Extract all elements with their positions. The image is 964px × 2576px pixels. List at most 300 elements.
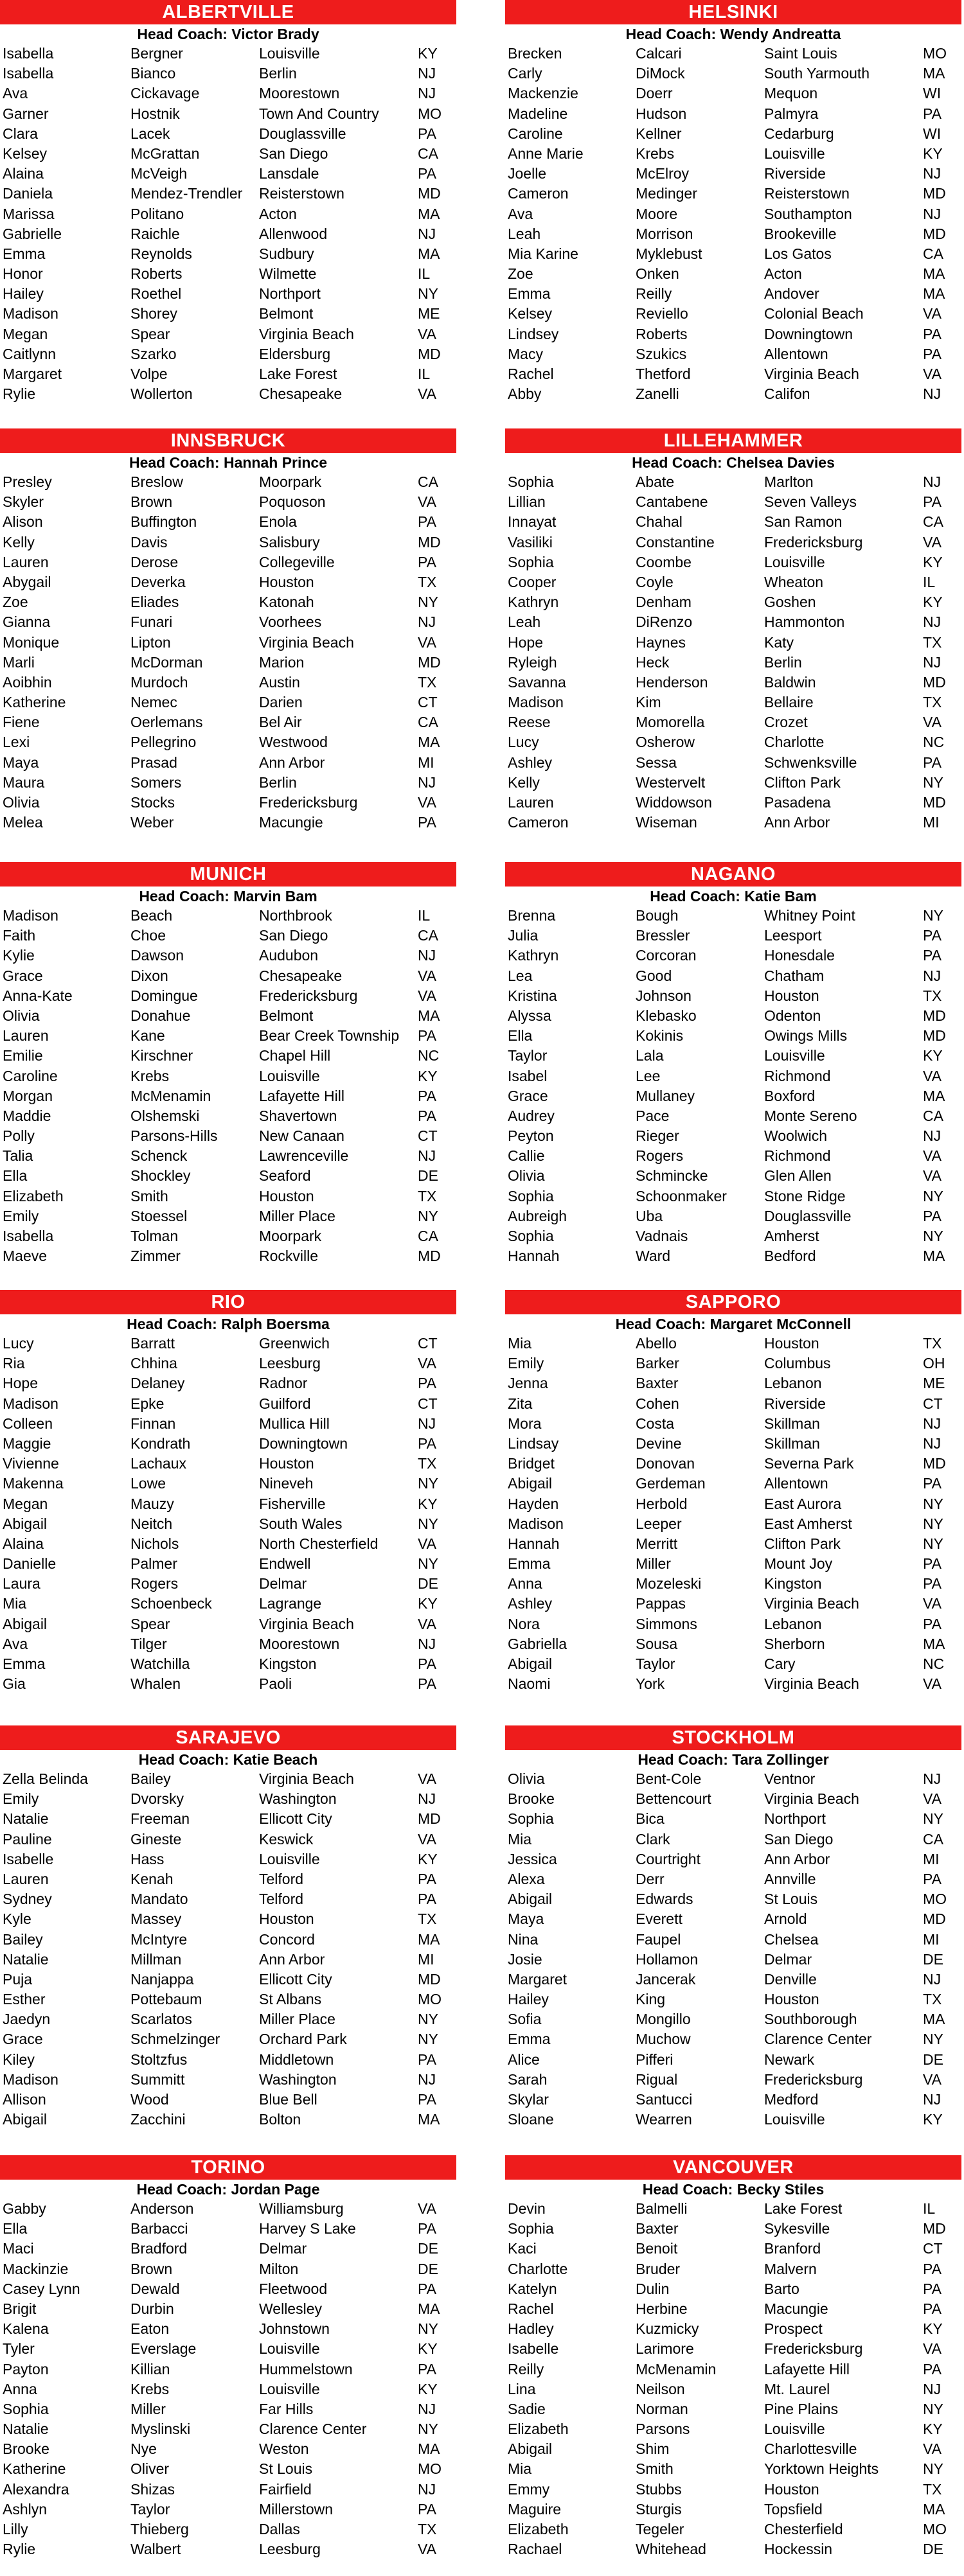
player-row (505, 1950, 961, 1970)
player-city: Ventnor (764, 1770, 816, 1787)
player-state: VA (418, 325, 436, 342)
player-state: ME (923, 1375, 945, 1392)
player-city: Charlotte (764, 734, 825, 751)
player-state: KY (418, 2340, 438, 2358)
player-city: Pasadena (764, 794, 831, 811)
player-last-name: Mendez-Trendler (130, 185, 243, 202)
player-state: NY (923, 2460, 943, 2478)
player-city: Topsfield (764, 2500, 823, 2518)
player-city: Hummelstown (259, 2360, 353, 2378)
player-last-name: Watchilla (130, 1655, 190, 1672)
player-state: VA (923, 1167, 942, 1185)
player-last-name: Zimmer (130, 1248, 181, 1265)
player-last-name: Hass (130, 1850, 165, 1867)
player-row (0, 633, 456, 653)
player-city: Town And Country (259, 105, 379, 122)
player-first-name: Peyton (508, 1127, 554, 1145)
player-first-name: Maguire (508, 2500, 562, 2518)
player-first-name: Lucy (3, 1335, 34, 1352)
player-row (0, 653, 456, 673)
player-last-name: Cickavage (130, 85, 200, 102)
player-last-name: Massey (130, 1910, 182, 1928)
player-state: CA (418, 714, 438, 731)
player-row (505, 1574, 961, 1594)
player-row (505, 492, 961, 512)
player-state: NY (418, 1515, 438, 1532)
player-city: Wellesley (259, 2300, 322, 2317)
player-last-name: Moore (636, 205, 678, 222)
player-row (0, 1930, 456, 1950)
player-state: VA (923, 1790, 942, 1808)
player-last-name: Nanjappa (130, 1970, 194, 1988)
player-city: Clarence Center (764, 2031, 872, 2048)
player-first-name: Gianna (3, 613, 51, 631)
player-row (505, 2459, 961, 2479)
player-city: Washington (259, 2070, 337, 2088)
player-last-name: Taylor (130, 2500, 170, 2518)
player-state: MA (418, 734, 440, 751)
player-row (0, 244, 456, 264)
player-first-name: Lexi (3, 734, 30, 751)
player-city: Reisterstown (764, 185, 850, 202)
player-first-name: Maeve (3, 1248, 48, 1265)
player-row (0, 1166, 456, 1186)
player-city: Chelsea (764, 1930, 819, 1948)
player-row (505, 2360, 961, 2379)
player-state: MA (923, 2500, 945, 2518)
player-row (0, 1950, 456, 1970)
player-state: PA (418, 1107, 436, 1124)
player-last-name: Durbin (130, 2300, 174, 2317)
player-city: Sykesville (764, 2220, 830, 2237)
player-row (0, 64, 456, 84)
player-state: CT (418, 1335, 438, 1352)
player-row (505, 1146, 961, 1166)
player-first-name: Allison (3, 2091, 46, 2108)
player-first-name: Abigail (3, 1615, 48, 1632)
player-state: PA (923, 1555, 942, 1573)
player-city: Ann Arbor (259, 754, 325, 771)
player-last-name: Roethel (130, 285, 182, 303)
player-first-name: Abigail (508, 2440, 553, 2458)
player-first-name: Maya (3, 754, 39, 771)
player-city: Schwenksville (764, 754, 857, 771)
player-row (0, 204, 456, 224)
player-row (0, 813, 456, 833)
player-first-name: Lilly (3, 2521, 28, 2537)
player-city: Yorktown Heights (764, 2460, 879, 2478)
player-city: Southampton (764, 205, 852, 222)
player-last-name: Eaton (130, 2320, 170, 2338)
player-row (0, 2009, 456, 2029)
player-state: VA (418, 385, 436, 403)
player-city: Rockville (259, 1248, 319, 1265)
player-row (505, 753, 961, 773)
player-last-name: Deverka (130, 573, 186, 590)
player-state: ME (418, 305, 440, 322)
player-row (505, 1970, 961, 1989)
player-city: Moorestown (259, 1635, 340, 1652)
player-first-name: Kelly (3, 533, 35, 551)
player-city: Berlin (259, 65, 297, 82)
player-city: Branford (764, 2240, 821, 2257)
player-first-name: Zella Belinda (3, 1770, 88, 1787)
player-last-name: Calcari (636, 45, 682, 62)
player-last-name: Derose (130, 553, 179, 570)
player-state: NC (923, 734, 945, 751)
player-state: PA (418, 2280, 436, 2297)
player-city: Mount Joy (764, 1555, 833, 1573)
player-city: Delmar (259, 1575, 307, 1592)
player-first-name: Gabby (3, 2200, 46, 2217)
player-last-name: Devine (636, 1434, 682, 1452)
player-first-name: Lea (508, 967, 533, 984)
player-city: Bedford (764, 1248, 816, 1265)
player-city: Mequon (764, 85, 818, 102)
player-city: Lebanon (764, 1375, 822, 1392)
player-row (505, 633, 961, 653)
player-row (0, 592, 456, 612)
player-state: NJ (923, 613, 942, 631)
player-last-name: Johnson (636, 987, 692, 1004)
player-first-name: Macy (508, 345, 543, 362)
player-last-name: Bianco (130, 65, 176, 82)
player-first-name: Kylie (3, 947, 35, 964)
player-first-name: Madison (508, 1515, 564, 1532)
player-first-name: Ella (3, 2220, 28, 2237)
player-row (0, 533, 456, 552)
player-state: VA (418, 2541, 436, 2558)
player-first-name: Clara (3, 125, 38, 142)
player-city: Louisville (764, 2111, 825, 2128)
player-row (0, 1187, 456, 1206)
player-first-name: Madison (3, 1395, 58, 1412)
player-first-name: Anne Marie (508, 145, 584, 162)
player-row (505, 693, 961, 712)
player-city: Chesterfield (764, 2521, 843, 2537)
player-city: Downingtown (259, 1434, 348, 1452)
player-state: TX (923, 694, 942, 711)
player-first-name: Gia (3, 1675, 26, 1693)
player-row (0, 673, 456, 693)
player-first-name: Katherine (3, 2460, 66, 2478)
player-first-name: Ria (3, 1355, 25, 1372)
player-first-name: Ryleigh (508, 653, 557, 671)
player-last-name: Kirschner (130, 1047, 193, 1064)
team-block (0, 2155, 456, 2559)
player-first-name: Esther (3, 1991, 46, 2008)
player-last-name: Barbacci (130, 2220, 188, 2237)
player-last-name: Killian (130, 2360, 170, 2378)
player-first-name: Madison (3, 907, 58, 924)
player-state: DE (418, 1167, 438, 1185)
player-row (0, 1126, 456, 1146)
player-first-name: Vasiliki (508, 533, 553, 551)
player-last-name: Freeman (130, 1810, 190, 1828)
player-row (0, 1654, 456, 1674)
player-last-name: McElroy (636, 165, 690, 182)
player-state: MA (418, 1007, 440, 1024)
player-city: Richmond (764, 1067, 831, 1084)
player-state: CA (418, 1228, 438, 1244)
player-city: Virginia Beach (259, 633, 354, 651)
player-first-name: Morgan (3, 1087, 53, 1104)
player-city: Virginia Beach (764, 1790, 859, 1808)
player-city: Acton (764, 265, 802, 283)
player-first-name: Aoibhin (3, 673, 52, 691)
player-first-name: Honor (3, 265, 43, 283)
player-row (505, 572, 961, 592)
player-first-name: Mackinzie (3, 2260, 69, 2277)
player-city: Reisterstown (259, 185, 344, 202)
player-first-name: Mia (3, 1595, 27, 1612)
player-first-name: Natalie (3, 2421, 49, 2438)
player-city: Ann Arbor (764, 1850, 830, 1867)
player-state: DE (923, 2051, 943, 2068)
player-state: VA (923, 1147, 942, 1165)
player-state: TX (418, 2521, 437, 2537)
player-state: VA (923, 714, 942, 731)
player-city: Leesburg (259, 2541, 321, 2558)
player-first-name: Ava (508, 205, 533, 222)
player-row (505, 164, 961, 184)
player-state: PA (923, 1475, 942, 1492)
player-state: NY (923, 2031, 943, 2048)
player-row (0, 2070, 456, 2090)
player-first-name: Emilie (3, 1047, 43, 1064)
player-first-name: Puja (3, 1970, 33, 1988)
player-row (0, 512, 456, 532)
player-city: Medford (764, 2091, 819, 2108)
player-state: PA (418, 553, 436, 570)
player-last-name: Wearren (636, 2111, 692, 2128)
player-row (505, 2500, 961, 2519)
player-last-name: Olshemski (130, 1107, 200, 1124)
player-first-name: Skylar (508, 2091, 549, 2108)
player-first-name: Payton (3, 2360, 49, 2378)
player-city: Belmont (259, 1007, 314, 1024)
player-first-name: Emma (508, 1555, 551, 1573)
player-state: VA (923, 2440, 942, 2458)
player-city: Telford (259, 1870, 304, 1887)
player-first-name: Sarah (508, 2070, 548, 2088)
player-last-name: Bruder (636, 2260, 681, 2277)
player-city: Williamsburg (259, 2200, 344, 2217)
player-row (0, 1634, 456, 1654)
player-first-name: Lauren (3, 1870, 49, 1887)
player-state: KY (923, 2421, 943, 2438)
player-row (505, 1334, 961, 1354)
player-first-name: Emma (508, 285, 551, 303)
player-row (505, 144, 961, 164)
player-city: Virginia Beach (764, 1595, 859, 1612)
player-first-name: Tyler (3, 2340, 35, 2358)
player-first-name: Isabelle (3, 1850, 54, 1867)
player-city: Endwell (259, 1555, 311, 1573)
player-first-name: Abygail (3, 573, 51, 590)
player-city: Hockessin (764, 2541, 833, 2558)
player-first-name: Devin (508, 2200, 546, 2217)
player-first-name: Sadie (508, 2400, 546, 2417)
player-first-name: Kyle (3, 1910, 31, 1928)
player-first-name: Brecken (508, 45, 562, 62)
player-row (0, 1809, 456, 1829)
player-city: Delmar (764, 1950, 812, 1968)
player-first-name: Olivia (3, 794, 40, 811)
player-row (0, 184, 456, 204)
player-state: VA (418, 1535, 436, 1552)
player-state: MI (923, 814, 940, 831)
player-city: Lawrenceville (259, 1147, 349, 1165)
player-row (0, 2239, 456, 2259)
player-city: Houston (259, 573, 314, 590)
player-first-name: Hailey (3, 285, 44, 303)
player-first-name: Alaina (3, 165, 44, 182)
player-state: KY (923, 2111, 943, 2128)
player-last-name: Gineste (130, 1830, 182, 1848)
player-city: Woolwich (764, 1127, 827, 1145)
player-row (505, 1106, 961, 1126)
player-state: NY (418, 285, 438, 303)
player-row (0, 793, 456, 813)
player-first-name: Makenna (3, 1475, 64, 1492)
player-city: Macungie (764, 2300, 828, 2317)
player-first-name: Mackenzie (508, 85, 578, 102)
player-last-name: Oliver (130, 2460, 170, 2478)
player-state: NJ (923, 2380, 942, 2397)
player-last-name: Millman (130, 1950, 182, 1968)
player-city: Collegeville (259, 553, 335, 570)
player-row (505, 244, 961, 264)
team-name-header: SARAJEVO (0, 1725, 456, 1750)
player-city: Allentown (764, 1475, 828, 1492)
player-last-name: Zanelli (636, 385, 679, 403)
player-first-name: Anna (3, 2380, 37, 2397)
team-name-header: TORINO (0, 2155, 456, 2180)
player-first-name: Nora (508, 1615, 540, 1632)
player-state: MO (923, 1891, 947, 1908)
player-last-name: Kuzmicky (636, 2320, 699, 2338)
player-row (0, 2319, 456, 2339)
player-last-name: King (636, 1991, 666, 2008)
player-city: Keswick (259, 1830, 314, 1848)
player-first-name: Vivienne (3, 1455, 59, 1472)
player-row (0, 612, 456, 632)
player-last-name: Krebs (636, 145, 675, 162)
player-first-name: Brenna (508, 907, 556, 924)
player-first-name: Leah (508, 613, 541, 631)
player-first-name: Sophia (508, 553, 554, 570)
player-last-name: Beach (130, 907, 173, 924)
player-last-name: Krebs (130, 2380, 170, 2397)
player-state: CA (923, 1830, 943, 1848)
player-city: Fredericksburg (259, 987, 358, 1004)
player-first-name: Maura (3, 773, 45, 791)
player-first-name: Julia (508, 927, 539, 944)
player-row (505, 1434, 961, 1454)
player-city: Guilford (259, 1395, 311, 1412)
player-city: Lafayette Hill (259, 1087, 344, 1104)
player-first-name: Alyssa (508, 1007, 551, 1024)
player-row (0, 1414, 456, 1434)
player-row (0, 384, 456, 404)
player-last-name: Abello (636, 1335, 677, 1352)
player-last-name: York (636, 1675, 665, 1693)
player-row (0, 906, 456, 926)
player-first-name: Lillian (508, 493, 546, 511)
player-last-name: Shim (636, 2440, 670, 2458)
player-state: NJ (923, 1970, 942, 1988)
player-first-name: Elizabeth (508, 2521, 569, 2537)
player-city: Virginia Beach (259, 1615, 354, 1632)
player-first-name: Lauren (508, 794, 554, 811)
player-state: NJ (418, 1147, 436, 1165)
player-state: MA (418, 2440, 440, 2458)
player-row (505, 304, 961, 324)
player-last-name: Raichle (130, 225, 180, 242)
player-first-name: Emma (3, 245, 46, 262)
player-row (0, 124, 456, 144)
player-last-name: Bergner (130, 45, 183, 62)
player-first-name: Ella (508, 1027, 533, 1045)
player-row (505, 1187, 961, 1206)
player-city: San Ramon (764, 513, 843, 531)
player-last-name: Davis (130, 533, 168, 551)
player-first-name: Elizabeth (508, 2421, 569, 2438)
player-last-name: Rieger (636, 1127, 679, 1145)
player-last-name: Sousa (636, 1635, 678, 1652)
player-row (0, 2279, 456, 2299)
player-state: VA (418, 1830, 436, 1848)
player-row (0, 2500, 456, 2519)
player-last-name: Parsons (636, 2421, 690, 2438)
player-state: DE (923, 1950, 943, 1968)
player-first-name: Rylie (3, 2541, 36, 2558)
player-row (505, 793, 961, 813)
player-state: KY (418, 1595, 438, 1612)
player-last-name: DiRenzo (636, 613, 693, 631)
player-first-name: Hope (508, 633, 543, 651)
player-city: Weston (259, 2440, 309, 2458)
player-row (0, 1909, 456, 1929)
player-row (0, 2419, 456, 2439)
player-state: PA (923, 1575, 942, 1592)
player-last-name: Clark (636, 1830, 670, 1848)
player-city: Wilmette (259, 265, 317, 283)
player-city: Salisbury (259, 533, 320, 551)
player-last-name: Shizas (130, 2480, 175, 2498)
player-city: Columbus (764, 1355, 831, 1372)
player-state: MI (923, 1850, 940, 1867)
player-city: Macungie (259, 814, 323, 831)
player-row (0, 2299, 456, 2319)
player-city: Far Hills (259, 2400, 314, 2417)
player-last-name: Uba (636, 1207, 663, 1224)
player-city: Orchard Park (259, 2031, 347, 2048)
player-state: VA (418, 1615, 436, 1632)
player-state: KY (923, 553, 943, 570)
player-city: Denville (764, 1970, 817, 1988)
player-last-name: Lacek (130, 125, 170, 142)
player-last-name: Gerdeman (636, 1475, 706, 1492)
player-state: MA (418, 2300, 440, 2317)
player-last-name: Derr (636, 1870, 665, 1887)
player-row (505, 1594, 961, 1614)
player-state: PA (923, 325, 942, 342)
player-first-name: Ashley (508, 754, 553, 771)
player-state: IL (923, 2200, 936, 2217)
player-row (0, 2539, 456, 2559)
